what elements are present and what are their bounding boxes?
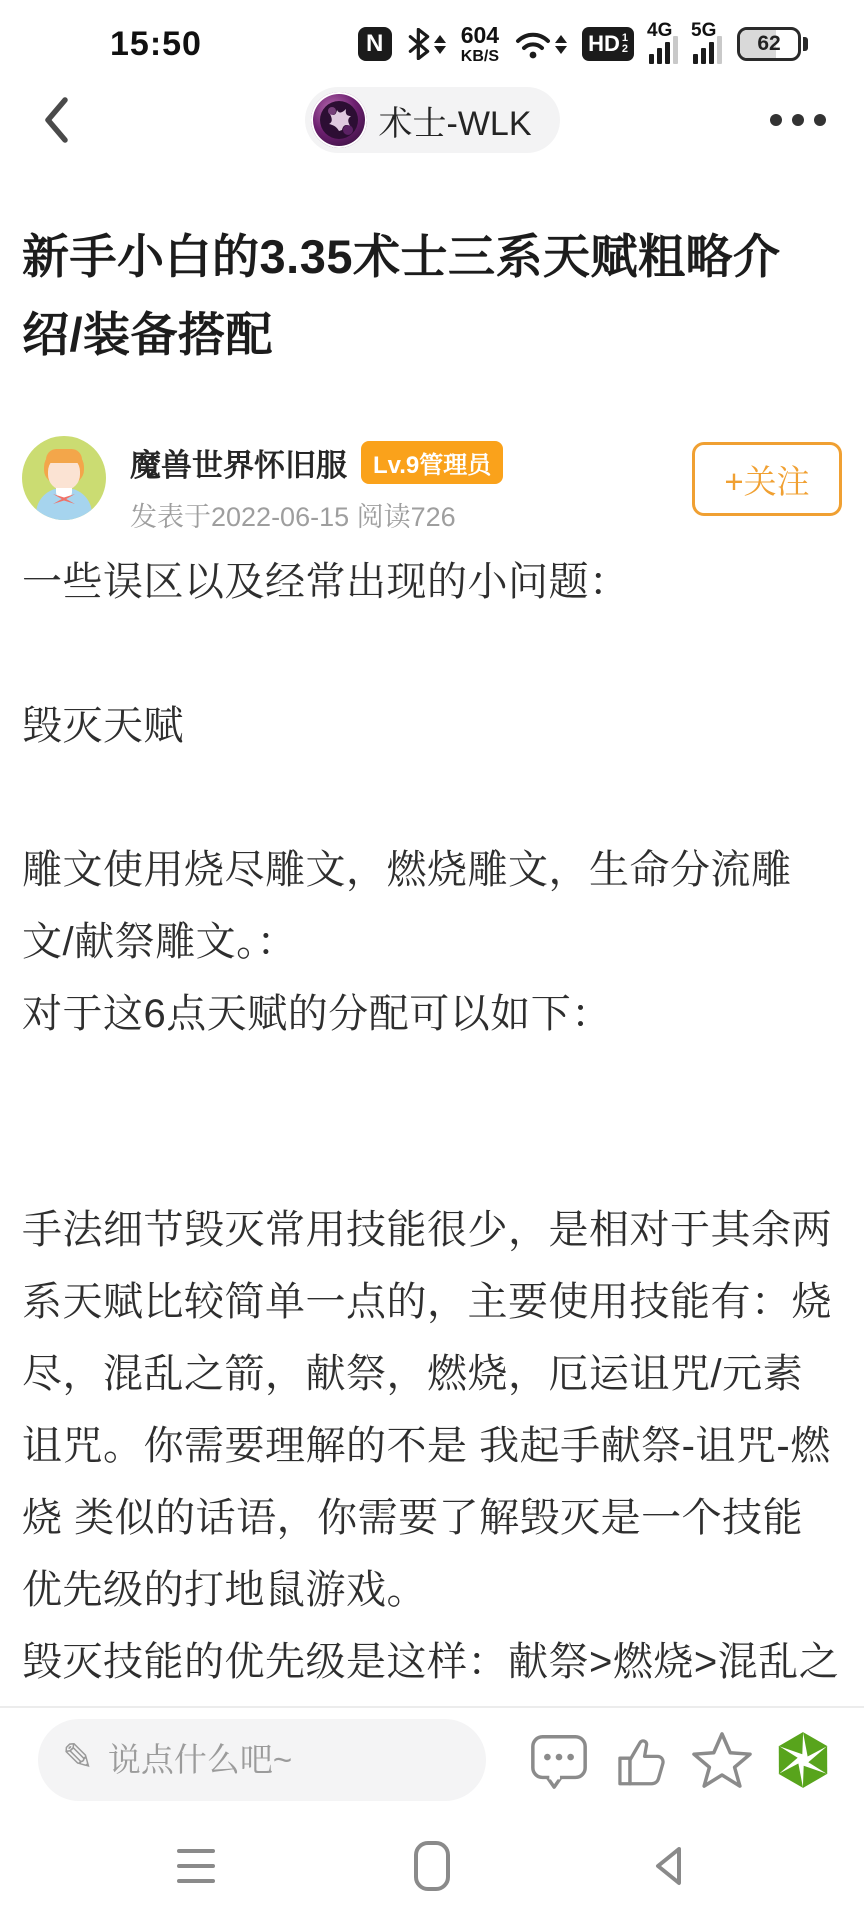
pencil-icon: ✎ (62, 1737, 94, 1779)
nav-back-button[interactable] (628, 1831, 708, 1901)
star-icon (691, 1730, 753, 1790)
back-button[interactable] (28, 92, 84, 148)
nfc-icon: N (358, 27, 392, 61)
paragraph: 毁灭技能的优先级是这样：献祭>燃烧>混乱之 (22, 1640, 840, 1684)
warlock-avatar-icon (311, 92, 367, 148)
post-meta: 发表于2022-06-15 阅读726 (130, 502, 456, 532)
author-avatar[interactable] (22, 436, 106, 520)
thumbs-up-icon (610, 1729, 670, 1791)
comment-input-pill[interactable] (38, 1719, 486, 1801)
wifi-icon (514, 28, 567, 60)
chat-title-pill[interactable] (305, 87, 560, 153)
battery-indicator: 62 (737, 27, 808, 61)
app-nav-bar (0, 78, 864, 162)
share-button[interactable] (772, 1729, 834, 1791)
comment-bubble-icon (528, 1729, 590, 1791)
comment-input[interactable] (108, 1741, 428, 1779)
author-level-badge: Lv.9管理员 (361, 441, 503, 484)
paragraph (22, 1122, 842, 1194)
aperture-icon (774, 1731, 832, 1789)
status-icons (358, 20, 808, 65)
back-chevron-icon (39, 94, 73, 146)
paragraph: 一些误区以及经常出现的小问题： (22, 560, 630, 604)
back-triangle-icon (650, 1844, 686, 1888)
author-row (22, 436, 842, 532)
paragraph: 雕文使用烧尽雕文，燃烧雕文，生命分流雕文/献祭雕文。： (22, 848, 792, 964)
like-button[interactable] (609, 1729, 671, 1791)
paragraph: 毁灭天赋 (22, 704, 184, 748)
recents-icon (177, 1849, 215, 1883)
article-scroll-area[interactable] (0, 162, 864, 1706)
clock-label: 15:50 (110, 24, 202, 63)
nav-home-button[interactable] (392, 1831, 472, 1901)
follow-button[interactable]: +关注 (692, 442, 842, 516)
signal-5g-icon: 5G (693, 24, 722, 64)
comments-button[interactable] (528, 1729, 590, 1791)
network-speed: 604 KB/S (460, 21, 500, 65)
article-body (22, 546, 842, 1698)
nav-recents-button[interactable] (156, 1831, 236, 1901)
bluetooth-icon (407, 28, 446, 60)
volte-hd-icon: HD 1 2 (582, 27, 634, 61)
chat-title: 术士-WLK (378, 104, 532, 143)
android-nav-bar (0, 1812, 864, 1920)
paragraph: 对于这6点天赋的分配可以如下： (22, 992, 612, 1036)
favorite-button[interactable] (691, 1729, 753, 1791)
signal-4g-icon: 4G (649, 24, 678, 64)
paragraph (22, 618, 842, 690)
author-name: 魔兽世界怀旧服 (130, 448, 347, 483)
article-title: 新手小白的3.35术士三系天赋粗略介绍/装备搭配 (22, 230, 781, 361)
paragraph (22, 762, 842, 834)
home-icon (414, 1841, 450, 1891)
paragraph (22, 1050, 842, 1122)
more-dots-icon (770, 114, 782, 126)
more-button[interactable] (770, 100, 826, 140)
status-bar (0, 0, 864, 78)
comment-bar (0, 1706, 864, 1812)
paragraph: 手法细节毁灭常用技能很少，是相对于其余两系天赋比较简单一点的，主要使用技能有：烧尽，混乱之箭，献祭，燃烧，厄运诅咒/元素诅咒。你需要理解的不是 我起手献祭-诅咒-燃烧 类似的话语，你需要了解毁灭是一个技能优先级的打地鼠游戏。 (22, 1208, 832, 1612)
